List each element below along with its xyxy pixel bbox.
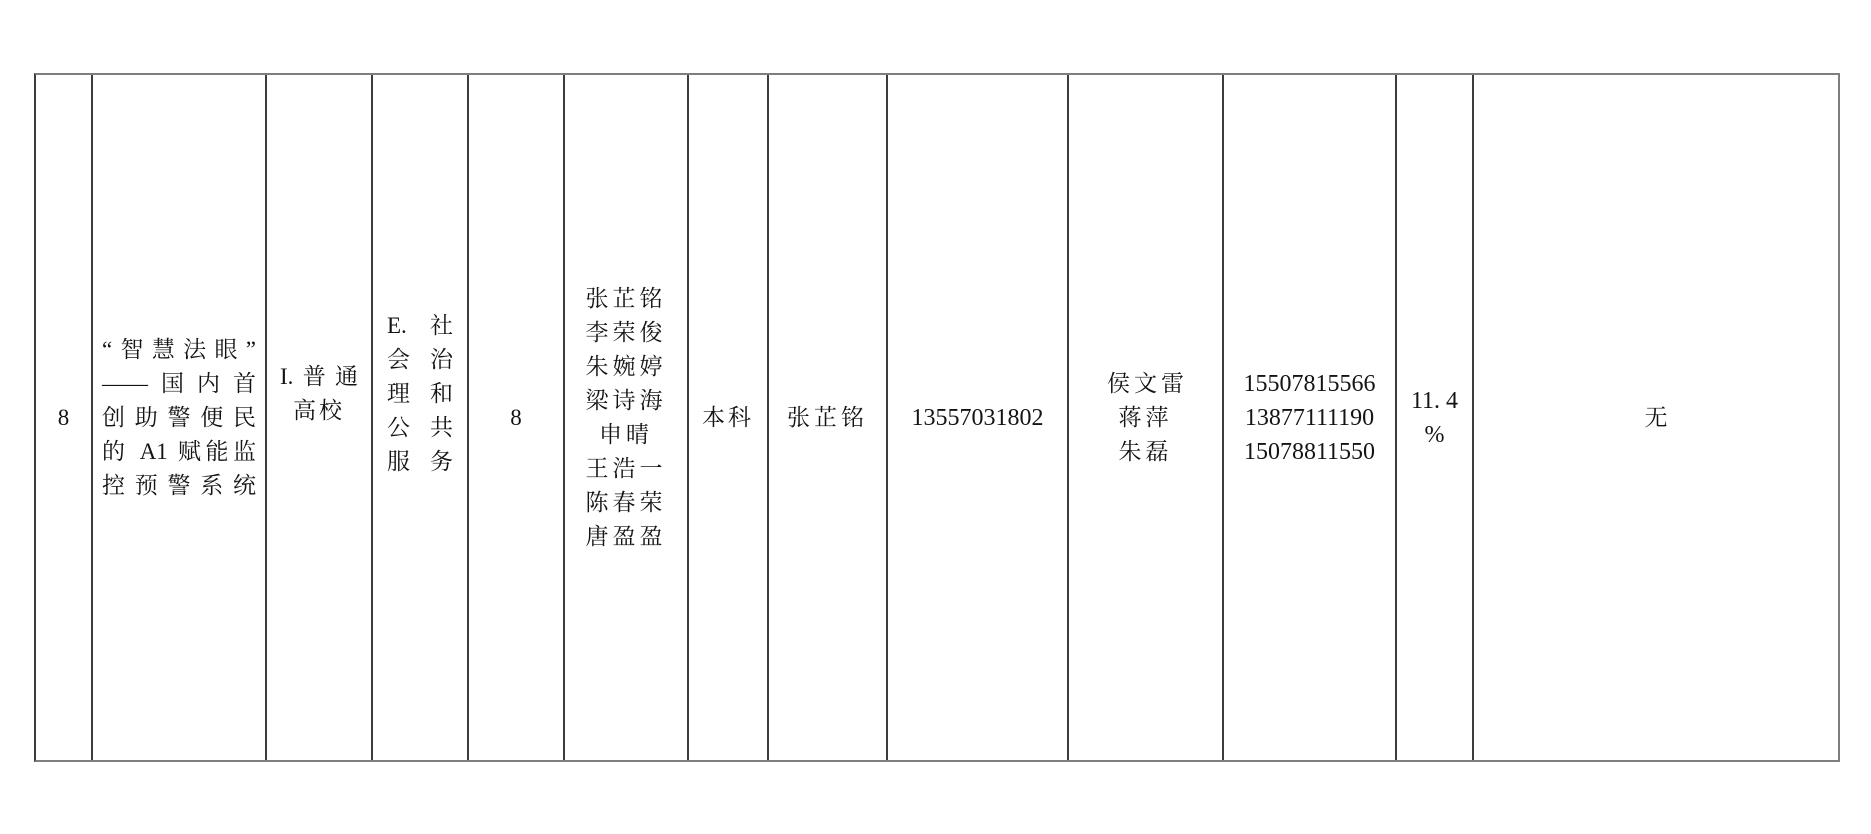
school-type-text xyxy=(280,360,358,428)
advisor-phone-text: 13877111190 xyxy=(1244,404,1375,431)
cell-leader-name xyxy=(769,75,888,760)
team-member-name: 唐盈盈 xyxy=(585,523,667,549)
education-level-text: 本科 xyxy=(702,404,754,430)
advisor-phone-text: 15507815566 xyxy=(1243,370,1376,397)
project-field-line: 理和 xyxy=(387,380,453,406)
cell-school-type xyxy=(267,75,373,760)
cell-remark xyxy=(1474,75,1838,760)
project-title-line: 创助警便民 xyxy=(102,404,256,430)
team-member-name: 梁诗海 xyxy=(585,387,667,413)
project-title-line: 的 A1 赋能监 xyxy=(102,438,256,464)
cell-leader-phone xyxy=(888,75,1069,760)
project-table-row xyxy=(34,73,1840,762)
cell-team-size xyxy=(469,75,565,760)
project-field-line: 服务 xyxy=(387,448,453,474)
seq-number-text: 8 xyxy=(57,404,70,430)
team-member-name: 王浩一 xyxy=(585,455,667,481)
team-member-name: 张芷铭 xyxy=(585,285,667,311)
team-member-name: 陈春荣 xyxy=(585,489,667,515)
cell-project-title xyxy=(93,75,267,760)
cell-advisor-phones xyxy=(1224,75,1397,760)
team-size-text: 8 xyxy=(510,404,522,430)
project-title-line: 控预警系统 xyxy=(102,472,256,498)
project-field-line: 公共 xyxy=(387,414,453,440)
cell-education-level xyxy=(689,75,769,760)
advisor-name: 侯文雷 xyxy=(1107,370,1188,396)
project-field-line: E. 社 xyxy=(387,312,453,338)
leader-phone-text: 13557031802 xyxy=(911,404,1044,431)
team-member-name: 朱婉婷 xyxy=(585,353,667,379)
team-member-name: 申晴 xyxy=(599,421,653,447)
project-title-line: ——国内首 xyxy=(102,370,256,396)
cell-advisors xyxy=(1069,75,1224,760)
project-field-line: 会治 xyxy=(387,346,453,372)
cell-team-members xyxy=(565,75,689,760)
cell-percentage xyxy=(1397,75,1474,760)
advisor-name: 蒋萍 xyxy=(1118,404,1173,430)
remark-text: 无 xyxy=(1644,404,1668,430)
percentage-line: % xyxy=(1424,421,1445,448)
leader-name-text: 张芷铭 xyxy=(787,404,868,430)
team-member-name: 李荣俊 xyxy=(585,319,667,345)
advisor-phone-text: 15078811550 xyxy=(1243,438,1376,465)
school-type-line: I.普通 xyxy=(280,363,358,389)
project-title-line: “智慧法眼” xyxy=(102,336,256,362)
school-type-line: 高校 xyxy=(293,397,345,423)
advisor-name: 朱磊 xyxy=(1118,438,1173,464)
project-field-text xyxy=(387,309,453,479)
percentage-line: 11. 4 xyxy=(1410,387,1459,414)
cell-project-field xyxy=(373,75,469,760)
cell-seq-number xyxy=(36,75,93,760)
